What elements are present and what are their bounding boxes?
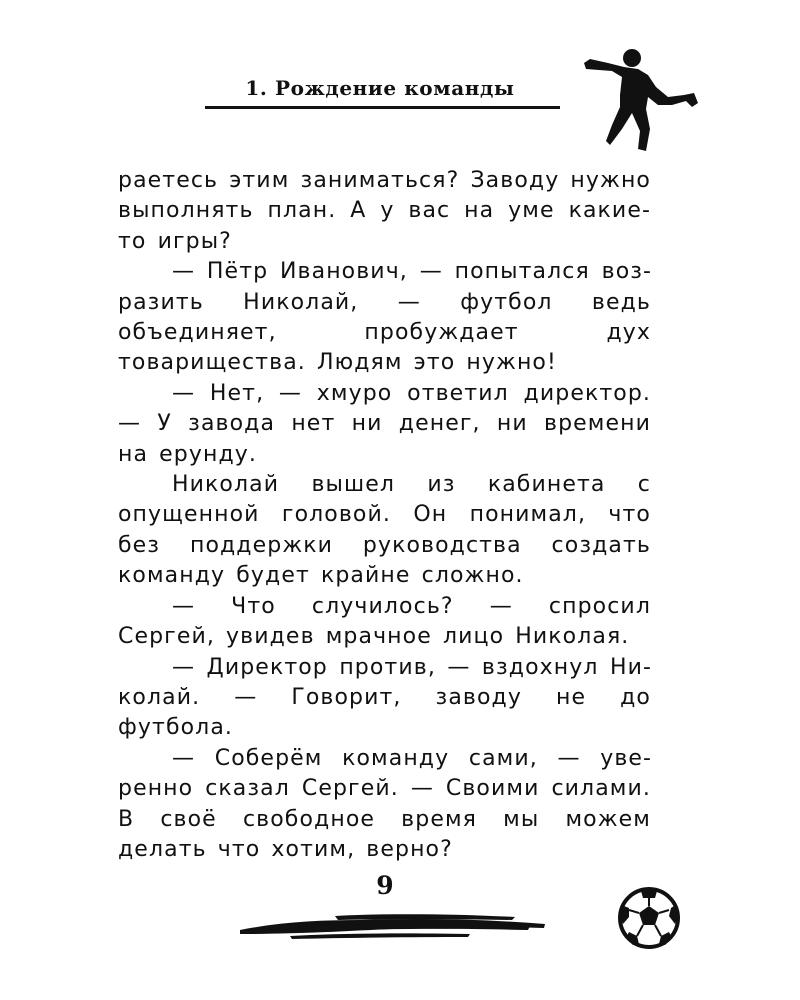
paragraph: — Соберём команду сами, — уверенно сказал Сергей. — Своими силами. В своё свободное время мы можем делать что хотим, верно? xyxy=(118,745,651,862)
title-rule xyxy=(205,106,560,109)
paragraph: — Пётр Иванович, — попытался возразить Николай, — футбол ведь объединяет, пробуждает дух товарищества. Людям это нужно! xyxy=(118,259,651,376)
paragraph: Николай вышел из кабинета с опущенной головой. Он понимал, что без поддержки руководства создать команду будет крайне сложно. xyxy=(118,472,651,589)
body-text xyxy=(118,166,651,865)
brush-stroke-icon xyxy=(240,908,545,940)
soccer-ball-icon xyxy=(617,886,681,950)
paragraph: — Директор против, — вздохнул Николай. — Говорит, заводу не до футбола. xyxy=(118,654,651,741)
page-number: 9 xyxy=(376,871,394,900)
paragraph: — Что случилось? — спросил Сергей, увидев мрачное лицо Николая. xyxy=(118,593,651,650)
football-player-icon xyxy=(582,45,700,155)
chapter-title: 1. Рождение команды xyxy=(245,76,515,100)
paragraph: раетесь этим заниматься? Заводу нужно выполнять план. А у вас на уме какие-то игры? xyxy=(118,168,651,254)
paragraph: — Нет, — хмуро ответил директор. — У завода нет ни денег, ни времени на ерунду. xyxy=(118,380,651,467)
